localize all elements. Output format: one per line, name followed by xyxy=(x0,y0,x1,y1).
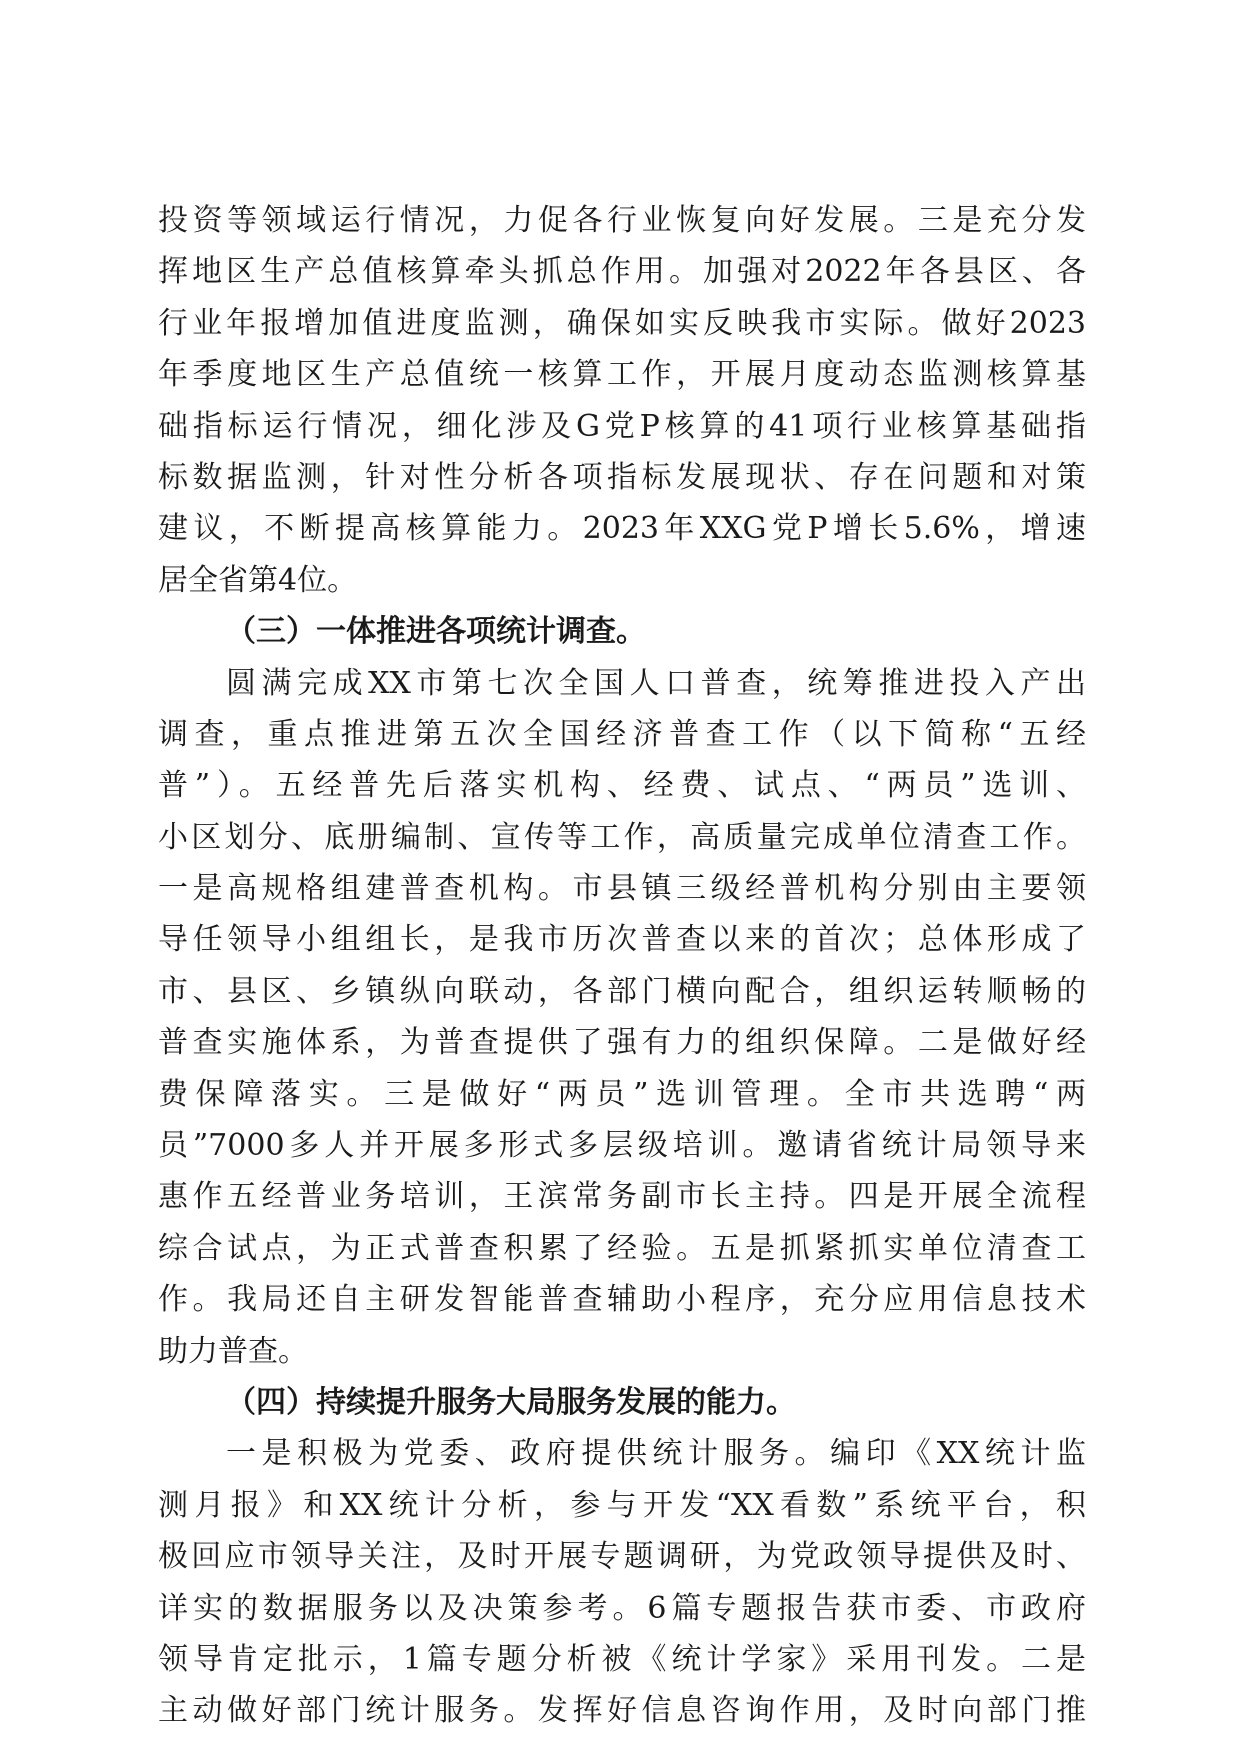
paragraph-line: 领导肯定批示，1篇专题分析被《统计学家》采用刊发。二是 xyxy=(158,1641,1086,1677)
paragraph-line: 投资等领域运行情况，力促各行业恢复向好发展。三是充分发 xyxy=(158,203,1086,238)
paragraph-line: 一是积极为党委、政府提供统计服务。编印《XX统计监 xyxy=(226,1436,1086,1472)
paragraph-line: 员”7000多人并开展多形式多层级培训。邀请省统计局领导来 xyxy=(158,1128,1086,1164)
paragraph-line: 小区划分、底册编制、宣传等工作，高质量完成单位清查工作。 xyxy=(158,819,1086,855)
section-heading: （四）持续提升服务大局服务发展的能力。 xyxy=(226,1384,796,1420)
paragraph-line: 挥地区生产总值核算牵头抓总作用。加强对2022年各县区、各 xyxy=(158,254,1086,290)
document-body xyxy=(158,195,1086,1737)
paragraph-line: 费保障落实。三是做好“两员”选训管理。全市共选聘“两 xyxy=(158,1076,1086,1112)
paragraph-line: 建议，不断提高核算能力。2023年XXG党P增长5.6%，增速 xyxy=(158,511,1086,547)
paragraph-line: 普查实施体系，为普查提供了强有力的组织保障。二是做好经 xyxy=(158,1025,1086,1061)
paragraph-line: 年季度地区生产总值统一核算工作，开展月度动态监测核算基 xyxy=(158,357,1086,393)
paragraph-line: 惠作五经普业务培训，王滨常务副市长主持。四是开展全流程 xyxy=(158,1179,1086,1215)
paragraph-line: 一是高规格组建普查机构。市县镇三级经普机构分别由主要领 xyxy=(158,871,1086,907)
paragraph-line: 市、县区、乡镇纵向联动，各部门横向配合，组织运转顺畅的 xyxy=(158,973,1086,1009)
paragraph-line: 导任领导小组组长，是我市历次普查以来的首次；总体形成了 xyxy=(158,922,1086,958)
paragraph-line: 调查，重点推进第五次全国经济普查工作（以下简称“五经 xyxy=(158,716,1086,752)
paragraph-line: 居全省第4位。 xyxy=(158,562,358,598)
paragraph-line: 主动做好部门统计服务。发挥好信息咨询作用，及时向部门推 xyxy=(158,1693,1086,1729)
paragraph-line: 普”）。五经普先后落实机构、经费、试点、“两员”选训、 xyxy=(158,768,1086,804)
paragraph-line: 综合试点，为正式普查积累了经验。五是抓紧抓实单位清查工 xyxy=(158,1230,1086,1266)
paragraph-line: 助力普查。 xyxy=(158,1333,308,1369)
section-heading: （三）一体推进各项统计调查。 xyxy=(226,614,646,650)
paragraph-line: 行业年报增加值进度监测，确保如实反映我市实际。做好2023 xyxy=(158,305,1086,341)
paragraph-line: 标数据监测，针对性分析各项指标发展现状、存在问题和对策 xyxy=(158,459,1086,495)
paragraph-line: 础指标运行情况，细化涉及G党P核算的41项行业核算基础指 xyxy=(158,408,1086,444)
paragraph-line: 极回应市领导关注，及时开展专题调研，为党政领导提供及时、 xyxy=(158,1539,1086,1575)
paragraph-line: 作。我局还自主研发智能普查辅助小程序，充分应用信息技术 xyxy=(158,1282,1086,1318)
paragraph-line: 详实的数据服务以及决策参考。6篇专题报告获市委、市政府 xyxy=(158,1590,1086,1626)
paragraph-line: 测月报》和XX统计分析，参与开发“XX看数”系统平台，积 xyxy=(158,1487,1086,1523)
paragraph-line: 圆满完成XX市第七次全国人口普查，统筹推进投入产出 xyxy=(226,665,1086,701)
